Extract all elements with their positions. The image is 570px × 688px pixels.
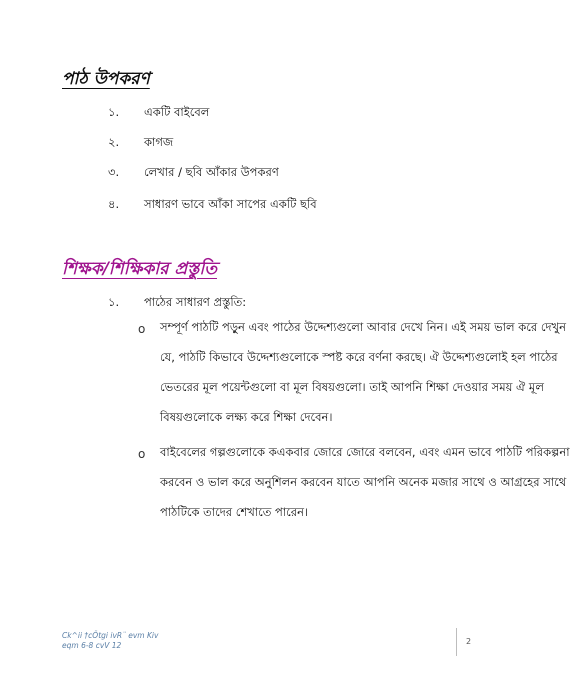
paragraph-line: সম্পূর্ণ পাঠটি পড়ুন এবং পাঠের উদ্দেশ্যগুলো আবার দেখে নিন। এই সময় ভাল করে দেখুন [160,320,566,334]
list-text: একটি বাইবেল [144,105,210,119]
footer-divider [456,628,457,656]
paragraph-line: ভেতরের মূল পয়েন্টগুলো বা মূল বিষয়গুলো। তাই আপনি শিক্ষা দেওয়ার সময় ঐ মূল [160,380,544,394]
list-number: ৩. [108,165,120,179]
list-number: ১. [108,105,120,119]
bullet-paragraph [160,437,570,527]
section-heading-teacher-preparation: শিক্ষক/শিক্ষিকার প্রস্তুতি [62,259,217,279]
page-number: 2 [466,637,472,646]
list-number: ৪. [108,197,120,211]
list-text: পাঠের সাধারণ প্রস্তুতি: [144,295,247,309]
footer-line: eqm 6-8 cvV 12 [62,641,122,650]
footer-line: Ck^ii †cÖtgi ivR¨ evm Kiv [62,631,159,640]
list-item [108,164,279,183]
paragraph-line: যে, পাঠটি কিভাবে উদ্দেশ্যগুলোকে স্পষ্ট করে বর্ণনা করছে। ঐ উদ্দেশ্যগুলোই হল পাঠের [160,350,558,364]
list-number: ১. [108,295,120,309]
list-number: ২. [108,135,120,149]
list-text: কাগজ [144,135,174,149]
paragraph-line: বাইবেলের গল্পগুলোকে কএকবার জোরে জোরে বলবেন, এবং এমন ভাবে পাঠটি পরিকল্পনা [160,445,570,459]
bullet-paragraph [160,312,566,432]
list-item [108,196,317,215]
list-item [108,294,246,313]
section-heading-materials: পাঠ উপকরণ [62,69,150,89]
footer-title [62,631,158,651]
paragraph-line: বিষয়গুলোকে লক্ষ্য করে শিক্ষা দেবেন। [160,410,333,424]
bullet-icon: o [138,447,146,461]
list-item [108,134,173,153]
list-text: সাধারণ ভাবে আঁকা সাপের একটি ছবি [144,197,317,211]
list-item [108,104,209,123]
bullet-icon: o [138,322,146,336]
list-text: লেখার / ছবি আঁকার উপকরণ [144,165,279,179]
paragraph-line: করবেন ও ভাল করে অনুশিলন করবেন যাতে আপনি অনেক মজার সাথে ও আগ্রহের সাথে [160,475,567,489]
paragraph-line: পাঠটিকে তাদের শেখাতে পারেন। [160,505,309,519]
